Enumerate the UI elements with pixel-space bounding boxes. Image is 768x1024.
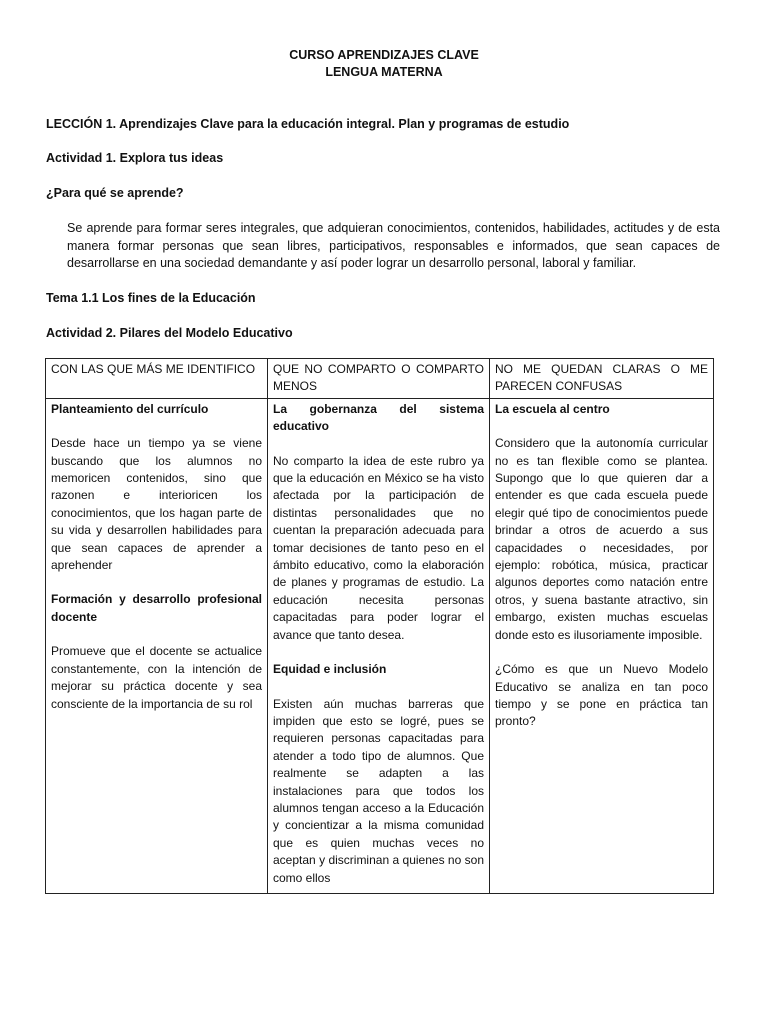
school-center-text: Considero que la autonomía curricular no es tan flexible como se plantea. Supongo que lo que quieren dar a entender es que cada escuela puede elegir qué tipo de conocimientos puede brindar a otros de acuerdo a sus capacidades o necesidades, por ejemplo: robótica, música, practicar algunos deportes como natación entre otros, y suena bastante atractivo, sin embargo, existen muchas escuelas donde esto es ilusoriamente imposible. xyxy=(495,436,708,642)
lesson-heading: LECCIÓN 1. Aprendizajes Clave para la educación integral. Plan y programas de estudio xyxy=(46,117,570,131)
header-disagree: QUE NO COMPARTO O COMPARTO MENOS xyxy=(268,359,490,399)
governance-heading: La gobernanza del sistema educativo xyxy=(273,401,484,434)
teacher-training-heading: Formación y desarrollo profesional docente xyxy=(51,592,262,624)
teacher-training-text: Promueve que el docente se actualice constantemente, con la intención de mejorar su práctica docente y sea consciente de la importancia de su rol xyxy=(51,644,262,711)
model-question-text: ¿Cómo es que un Nuevo Modelo Educativo se analiza en tan poco tiempo y se pone en práctica tan pronto? xyxy=(495,662,708,729)
curriculum-text: Desde hace un tiempo ya se viene buscando que los alumnos no memoricen contenidos, sino que razonen e interioricen los conocimientos, que los hagan parte de su vida y desarrollen habilidades para que sean capaces de aprender a aprehender xyxy=(51,436,262,573)
header-identify: CON LAS QUE MÁS ME IDENTIFICO xyxy=(46,359,268,399)
governance-text: No comparto la idea de este rubro ya que la educación en México se ha visto afectada por la participación de distintas personalidades que no cuentan la preparación adecuada para tomar decisiones de tanto peso en el ámbito educativo, como la elaboración de planes y programas de estudio. La educación necesita personas capacitadas para poder lograr el avance que tanto desea. xyxy=(273,453,484,642)
equity-heading: Equidad e inclusión xyxy=(273,662,387,677)
activity1-heading: Actividad 1. Explora tus ideas xyxy=(46,151,224,165)
table-header-row xyxy=(46,359,714,399)
topic-heading: Tema 1.1 Los fines de la Educación xyxy=(46,291,256,305)
cell-unclear xyxy=(490,398,714,893)
cell-disagree xyxy=(268,398,490,893)
course-subtitle: LENGUA MATERNA xyxy=(325,65,443,79)
school-center-heading: La escuela al centro xyxy=(495,401,610,416)
course-title: CURSO APRENDIZAJES CLAVE xyxy=(289,48,479,62)
pillars-table xyxy=(45,358,714,894)
header-unclear: NO ME QUEDAN CLARAS O ME PARECEN CONFUSAS xyxy=(490,359,714,399)
cell-identify xyxy=(46,398,268,893)
curriculum-heading: Planteamiento del currículo xyxy=(51,401,209,416)
table-row xyxy=(46,398,714,893)
equity-text: Existen aún muchas barreras que impiden que esto se logré, pues se requieren personas capacitadas para atender a todo tipo de alumnos. Que realmente se adapten a las instalaciones para que todos los alumnos tengan acceso a la Educación y concientizar a la misma comunidad que es quien muchas veces no aceptan y discriminan a quienes no son como ellos xyxy=(273,696,484,885)
question-heading: ¿Para qué se aprende? xyxy=(46,186,184,200)
answer-paragraph: Se aprende para formar seres integrales, que adquieran conocimientos, contenidos, habilidades, actitudes y de esta manera formar personas que sean libres, participativos, responsables e informados, que sean capaces de desarrollarse en una sociedad demandante y así poder lograr un desarrollo personal, laboral y familiar. xyxy=(67,221,720,270)
activity2-heading: Actividad 2. Pilares del Modelo Educativo xyxy=(46,326,293,340)
